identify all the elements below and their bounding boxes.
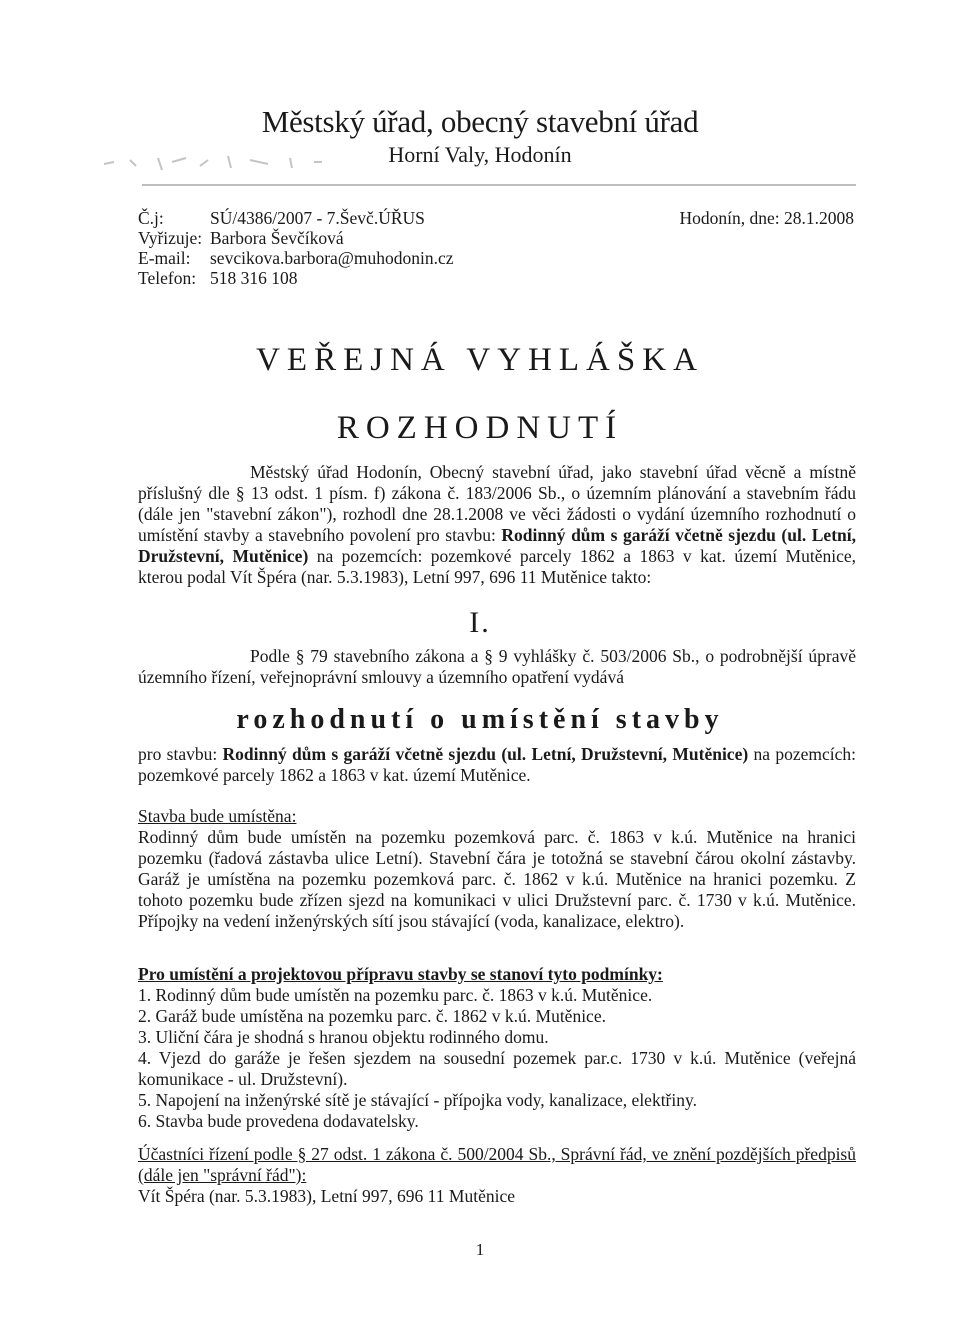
document-date: Hodonín, dne: 28.1.2008 bbox=[679, 208, 854, 228]
building-paragraph bbox=[138, 744, 856, 786]
building-bold: Rodinný dům s garáží včetně sjezdu (ul. Letní, Družstevní, Mutěnice) bbox=[222, 744, 749, 764]
section-number: I. bbox=[469, 606, 491, 639]
reference-number-row bbox=[138, 208, 454, 228]
public-notice-heading: VEŘEJNÁ VYHLÁŠKA bbox=[256, 342, 704, 378]
meta-label: E-mail: bbox=[138, 248, 191, 268]
participants-section bbox=[138, 1144, 856, 1207]
meta-value: SÚ/4386/2007 - 7.Ševč.ÚŘUS bbox=[210, 208, 425, 228]
building-text-end: na pozemcích: pozemkové parcely 1862 a 1863 v kat. území Mutěnice. bbox=[138, 744, 856, 785]
scan-smudge-left bbox=[100, 150, 360, 174]
participants-heading: Účastníci řízení podle § 27 odst. 1 zákona č. 500/2004 Sb., Správní řád, ve znění pozdějších předpisů (dále jen "správní řád"): bbox=[138, 1144, 856, 1185]
placement-text: Rodinný dům bude umístěn na pozemku pozemková parc. č. 1863 v k.ú. Mutěnice na hranici pozemku (řadová zástavba ulice Letní). Stavební čára je totožná se stavební čárou okolní zástavby. Garáž je umístěna na pozemku pozemková parc. č. 1862 v k.ú. Mutěnice na hranici pozemku. Z tohoto pozemku bude zřízen sjezd na komunikaci v ulici Družstevní parc. č. 1730 v k.ú. Mutěnice. Přípojky na vedení inženýrských sítí jsou stávající (voda, kanalizace, elektro). bbox=[138, 827, 856, 931]
meta-label: Vyřizuje: bbox=[138, 228, 203, 248]
intro-text: Městský úřad Hodonín, Obecný stavební úřad, jako stavební úřad věcně a místně příslušný dle § 13 odst. 1 písm. f) zákona č. 183/2006 Sb., o územním plánování a stavebním řádu (dále jen "stavební zákon"), rozhodl dne 28.1.2008 ve věci žádosti o vydání územního rozhodnutí o umístění stavby a stavebního povolení pro stavbu: bbox=[138, 462, 856, 545]
meta-label: Telefon: bbox=[138, 268, 197, 288]
decision-title: rozhodnutí o umístění stavby bbox=[236, 704, 724, 735]
reference-block bbox=[138, 208, 454, 288]
meta-value: 518 316 108 bbox=[210, 268, 298, 288]
intro-building-bold: Rodinný dům s garáží včetně sjezdu (ul. Letní, Družstevní, Mutěnice) bbox=[138, 525, 856, 566]
header-divider bbox=[142, 184, 856, 186]
conditions-section bbox=[138, 964, 856, 1132]
page-number: 1 bbox=[475, 1240, 485, 1259]
placement-section bbox=[138, 806, 856, 932]
condition-item: 3. Uliční čára je shodná s hranou objektu rodinného domu. bbox=[138, 1027, 549, 1047]
office-title: Městský úřad, obecný stavební úřad bbox=[261, 104, 699, 139]
conditions-heading: Pro umístění a projektovou přípravu stavby se stanoví tyto podmínky: bbox=[138, 964, 663, 984]
meta-value: Barbora Ševčíková bbox=[210, 228, 344, 248]
email-row bbox=[138, 248, 454, 268]
condition-item: 5. Napojení na inženýrské sítě je stávající - přípojka vody, kanalizace, elektřiny. bbox=[138, 1090, 697, 1110]
placement-heading: Stavba bude umístěna: bbox=[138, 806, 297, 826]
condition-item: 4. Vjezd do garáže je řešen sjezdem na sousední pozemek par.c. 1730 v k.ú. Mutěnice (veřejná komunikace - ul. Družstevní). bbox=[138, 1048, 856, 1089]
meta-value: sevcikova.barbora@muhodonin.cz bbox=[210, 248, 454, 268]
participants-text: Vít Špéra (nar. 5.3.1983), Letní 997, 696 11 Mutěnice bbox=[138, 1186, 515, 1206]
meta-label: Č.j: bbox=[138, 208, 164, 228]
intro-paragraph bbox=[138, 462, 856, 588]
decision-heading: ROZHODNUTÍ bbox=[336, 410, 624, 446]
condition-item: 6. Stavba bude provedena dodavatelsky. bbox=[138, 1111, 419, 1131]
intro-text-end: na pozemcích: pozemkové parcely 1862 a 1863 v kat. území Mutěnice, kterou podal Vít Špéra (nar. 5.3.1983), Letní 997, 696 11 Mutěnice takto: bbox=[138, 546, 856, 587]
office-address: Horní Valy, Hodonín bbox=[388, 142, 572, 167]
phone-row bbox=[138, 268, 454, 288]
handled-by-row bbox=[138, 228, 454, 248]
legal-basis-paragraph: Podle § 79 stavebního zákona a § 9 vyhlášky č. 503/2006 Sb., o podrobnější úpravě územního řízení, veřejnoprávní smlouvy a územního opatření vydává bbox=[138, 646, 856, 687]
building-text: pro stavbu: bbox=[138, 744, 223, 764]
condition-item: 1. Rodinný dům bude umístěn na pozemku parc. č. 1863 v k.ú. Mutěnice. bbox=[138, 985, 653, 1005]
condition-item: 2. Garáž bude umístěna na pozemku parc. č. 1862 v k.ú. Mutěnice. bbox=[138, 1006, 606, 1026]
